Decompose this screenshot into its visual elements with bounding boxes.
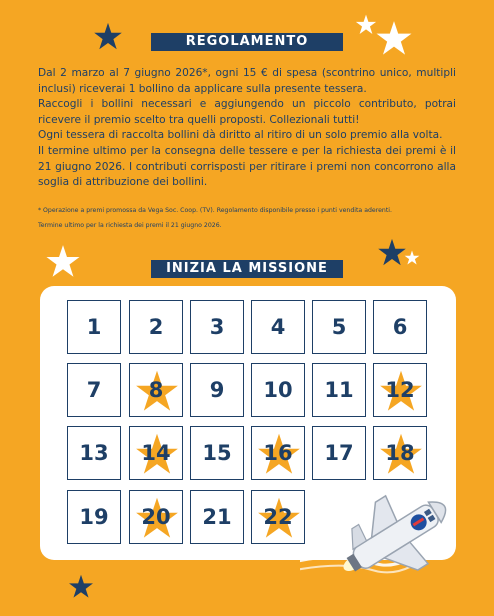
- stamp-number: 5: [331, 315, 347, 339]
- stamp-cell[interactable]: [312, 300, 366, 354]
- stamp-cell[interactable]: [190, 426, 244, 480]
- stamp-number: 17: [324, 441, 354, 465]
- stamp-number: 16: [263, 441, 293, 465]
- stamp-cell[interactable]: [67, 426, 121, 480]
- stamp-number: 6: [392, 315, 408, 339]
- stamp-number: 2: [148, 315, 164, 339]
- stamp-cell[interactable]: [67, 490, 121, 544]
- stamp-number: 4: [270, 315, 286, 339]
- regolamento-text: [38, 66, 456, 191]
- section-title-missione: INIZIA LA MISSIONE: [151, 260, 343, 278]
- stamp-number: 20: [141, 505, 171, 529]
- stamp-number: 3: [209, 315, 225, 339]
- stamp-cell[interactable]: [129, 300, 183, 354]
- star-icon: [92, 22, 124, 52]
- stamp-number: 19: [79, 505, 109, 529]
- stamp-number: 12: [385, 378, 415, 402]
- star-icon: [377, 238, 407, 268]
- stamp-number: 11: [324, 378, 354, 402]
- star-icon: [44, 244, 82, 280]
- stamp-number: 10: [263, 378, 293, 402]
- paragraph: Raccogli i bollini necessari e aggiungendo un piccolo contributo, potrai ricevere il premio scelto tra quelli proposti. Collezionali tutti!: [38, 98, 456, 126]
- stamp-cell[interactable]: [373, 363, 427, 417]
- stamp-cell[interactable]: [251, 363, 305, 417]
- space-shuttle-icon: [300, 470, 470, 590]
- stamp-cell[interactable]: [373, 300, 427, 354]
- paragraph: Ogni tessera di raccolta bollini dà diritto al ritiro di un solo premio alla volta.: [38, 129, 443, 142]
- stamp-cell[interactable]: [190, 363, 244, 417]
- star-icon: [68, 574, 94, 600]
- stamp-number: 21: [202, 505, 232, 529]
- stamp-cell[interactable]: [129, 426, 183, 480]
- stamp-cell[interactable]: [312, 363, 366, 417]
- stamp-number: 18: [385, 441, 415, 465]
- paragraph: Il termine ultimo per la consegna delle tessere e per la richiesta dei premi è il 21 giugno 2026. I contributi corrisposti per ritirare i premi non concorrono alla soglia di attribuzione dei bollini.: [38, 144, 456, 189]
- stamp-number: 1: [86, 315, 102, 339]
- paragraph: Dal 2 marzo al 7 giugno 2026*, ogni 15 € di spesa (scontrino unico, multipli inclusi) riceverai 1 bollino da applicare sulla presente tessera.: [38, 67, 456, 95]
- stamp-cell[interactable]: [190, 490, 244, 544]
- stamp-number: 8: [148, 378, 164, 402]
- stamp-cell[interactable]: [67, 300, 121, 354]
- stamp-number: 14: [141, 441, 171, 465]
- stamp-cell[interactable]: [251, 490, 305, 544]
- stamp-cell[interactable]: [67, 363, 121, 417]
- stamp-number: 13: [79, 441, 109, 465]
- stamp-cell[interactable]: [129, 363, 183, 417]
- stamp-number: 7: [86, 378, 102, 402]
- section-title-regolamento: REGOLAMENTO: [151, 33, 343, 51]
- stamp-cell[interactable]: [129, 490, 183, 544]
- footnote-termine: Termine ultimo per la richiesta dei premi il 21 giugno 2026.: [38, 222, 222, 229]
- star-icon: [374, 20, 414, 58]
- stamp-number: 22: [263, 505, 293, 529]
- stamp-cell[interactable]: [251, 426, 305, 480]
- stamp-number: 15: [202, 441, 232, 465]
- stamp-cell[interactable]: [251, 300, 305, 354]
- stamp-cell[interactable]: [190, 300, 244, 354]
- stamp-number: 9: [209, 378, 225, 402]
- footnote-operazione: * Operazione a premi promossa da Vega Soc. Coop. (TV). Regolamento disponibile presso i punti vendita aderenti.: [38, 207, 392, 214]
- star-icon: [404, 250, 420, 266]
